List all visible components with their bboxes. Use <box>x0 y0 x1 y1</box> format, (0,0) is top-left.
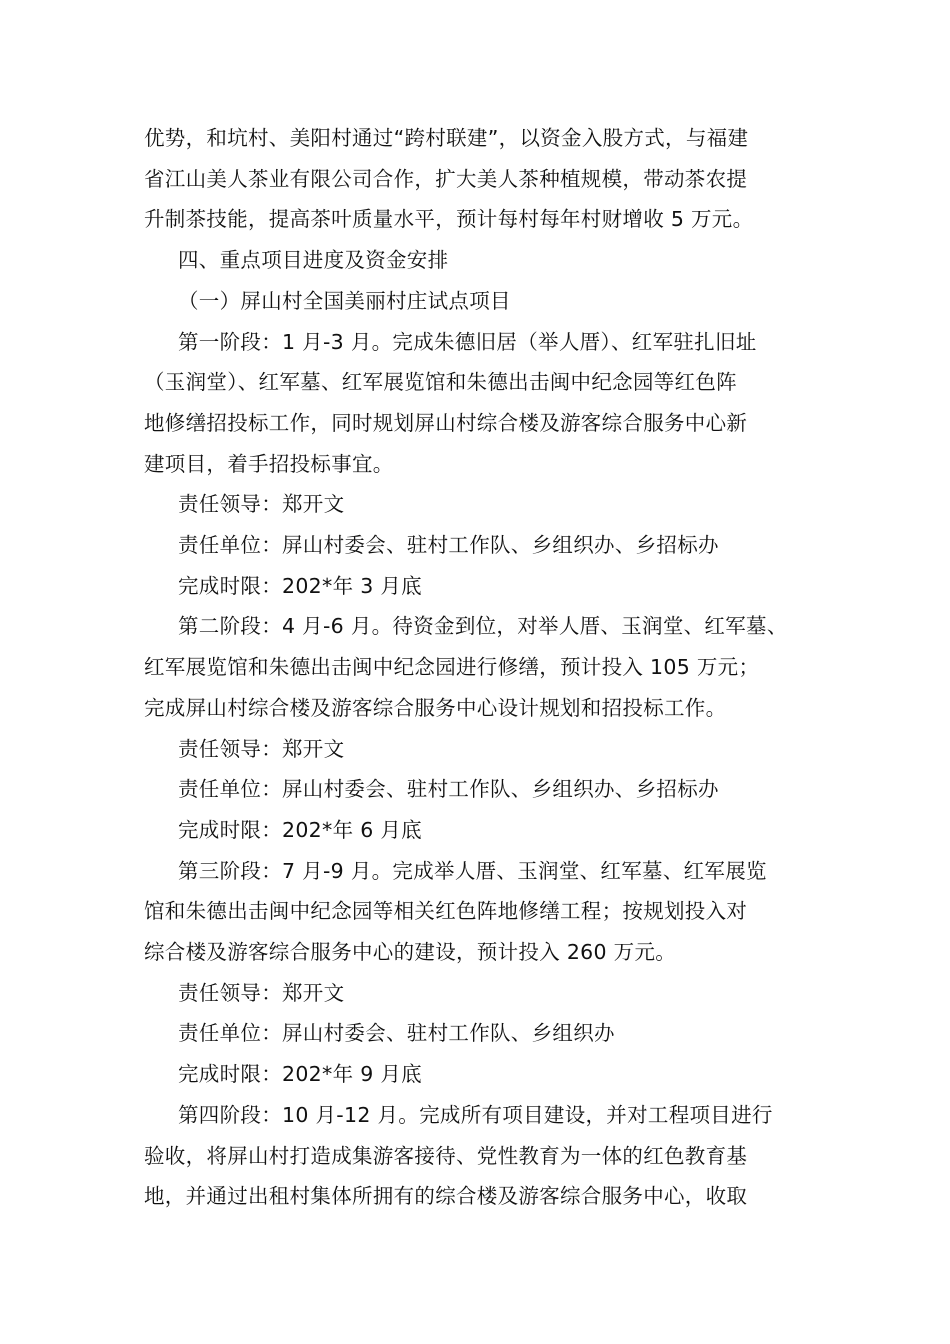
section-heading <box>144 240 814 281</box>
text-line: 建项目，着手招投标事宜。 <box>144 451 394 476</box>
paragraph-stage-1 <box>144 322 814 485</box>
text-line: 责任单位：屏山村委会、驻村工作队、乡组织办 <box>178 1021 615 1046</box>
text-line: 责任单位：屏山村委会、驻村工作队、乡组织办、乡招标办 <box>178 533 719 558</box>
paragraph-stage-2 <box>144 606 814 728</box>
text-line: 省江山美人茶业有限公司合作，扩大美人茶种植规模，带动茶农提 <box>144 166 748 191</box>
responsible-unit <box>144 769 814 810</box>
document-body <box>144 118 814 1217</box>
paragraph <box>144 118 814 240</box>
responsible-unit <box>144 1013 814 1054</box>
responsible-unit <box>144 525 814 566</box>
text-line: 第三阶段：7 月-9 月。完成举人厝、玉润堂、红军墓、红军展览 <box>178 858 767 883</box>
subsection-heading <box>144 281 814 322</box>
text-line: 升制茶技能，提高茶叶质量水平，预计每村每年村财增收 5 万元。 <box>144 207 754 232</box>
text-line: 地修缮招投标工作，同时规划屏山村综合楼及游客综合服务中心新 <box>144 410 748 435</box>
deadline <box>144 810 814 851</box>
text-line: 综合楼及游客综合服务中心的建设，预计投入 260 万元。 <box>144 940 677 965</box>
deadline <box>144 1054 814 1095</box>
heading-text: （一）屏山村全国美丽村庄试点项目 <box>178 288 511 313</box>
text-line: 第一阶段：1 月-3 月。完成朱德旧居（举人厝）、红军驻扎旧址 <box>178 329 757 354</box>
text-line: （玉润堂）、红军墓、红军展览馆和朱德出击闽中纪念园等红色阵 <box>144 370 737 395</box>
paragraph-stage-3 <box>144 851 814 973</box>
text-line: 责任领导：郑开文 <box>178 492 345 517</box>
heading-text: 四、重点项目进度及资金安排 <box>178 248 449 273</box>
deadline <box>144 566 814 607</box>
text-line: 完成时限：202*年 3 月底 <box>178 573 422 598</box>
text-line: 红军展览馆和朱德出击闽中纪念园进行修缮，预计投入 105 万元； <box>144 655 760 680</box>
text-line: 馆和朱德出击闽中纪念园等相关红色阵地修缮工程；按规划投入对 <box>144 899 748 924</box>
text-line: 完成屏山村综合楼及游客综合服务中心设计规划和招投标工作。 <box>144 695 727 720</box>
responsible-leader <box>144 484 814 525</box>
text-line: 第二阶段：4 月-6 月。待资金到位，对举人厝、玉润堂、红军墓、 <box>178 614 788 639</box>
text-line: 优势，和坑村、美阳村通过“跨村联建”，以资金入股方式，与福建 <box>144 126 749 150</box>
text-line: 完成时限：202*年 9 月底 <box>178 1062 422 1087</box>
paragraph-stage-4 <box>144 1095 814 1217</box>
text-line: 责任单位：屏山村委会、驻村工作队、乡组织办、乡招标办 <box>178 777 719 802</box>
text-line: 责任领导：郑开文 <box>178 736 345 761</box>
text-line: 责任领导：郑开文 <box>178 980 345 1005</box>
responsible-leader <box>144 973 814 1014</box>
text-line: 地，并通过出租村集体所拥有的综合楼及游客综合服务中心，收取 <box>144 1184 748 1209</box>
text-line: 验收，将屏山村打造成集游客接待、党性教育为一体的红色教育基 <box>144 1143 748 1168</box>
text-line: 完成时限：202*年 6 月底 <box>178 817 422 842</box>
responsible-leader <box>144 729 814 770</box>
text-line: 第四阶段：10 月-12 月。完成所有项目建设，并对工程项目进行 <box>178 1102 773 1127</box>
